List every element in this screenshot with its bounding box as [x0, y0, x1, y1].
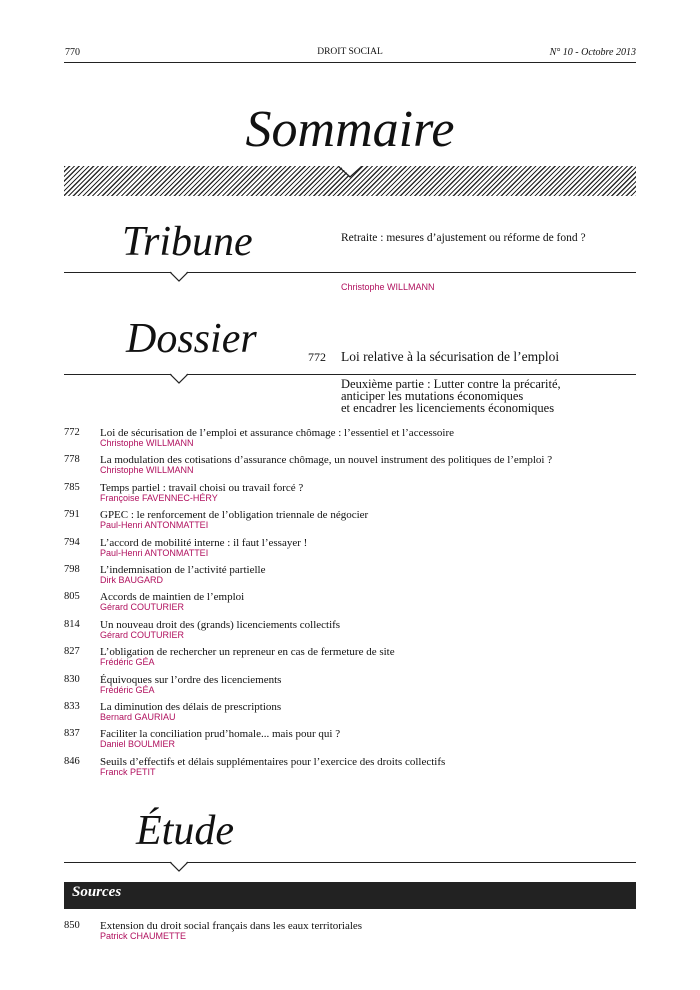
item-page: 785 [64, 481, 80, 493]
dossier-page: 772 [308, 350, 326, 364]
list-item[interactable] [64, 591, 644, 618]
list-item[interactable] [64, 674, 644, 701]
chevron-down-icon [170, 861, 188, 879]
item-author: Françoise FAVENNEC-HÉRY [100, 492, 218, 503]
item-title[interactable]: Seuils d’effectifs et délais supplémentaires pour l’exercice des droits collectifs [100, 755, 446, 768]
etude-item-title[interactable]: Extension du droit social français dans les eaux territoriales [100, 920, 363, 932]
chevron-down-icon [170, 373, 188, 391]
item-author: Frédéric GÉA [100, 657, 155, 668]
item-author: Dirk BAUGARD [100, 574, 164, 585]
journal-name: DROIT SOCIAL [317, 47, 383, 57]
item-page: 772 [64, 427, 80, 438]
item-title[interactable]: Loi de sécurisation de l’emploi et assurance chômage : l’essentiel et l’accessoire [100, 427, 454, 439]
etude-item-author: Patrick CHAUMETTE [100, 931, 187, 941]
dossier-title[interactable]: Loi relative à la sécurisation de l’emploi [341, 349, 560, 364]
tribune-article-title[interactable]: Retraite : mesures d’ajustement ou réforme de fond ? [341, 232, 586, 244]
chevron-down-icon [170, 271, 188, 289]
section-title-etude: Étude [136, 808, 234, 854]
item-page: 846 [64, 755, 80, 767]
item-page: 778 [64, 454, 80, 466]
dossier-subtitle-line: et encadrer les licenciements économiques [341, 401, 555, 415]
item-title[interactable]: Équivoques sur l’ordre des licenciements [100, 673, 282, 686]
item-title[interactable]: La diminution des délais de prescriptions [100, 700, 282, 713]
header-rule [64, 62, 636, 63]
etude-item-page: 850 [64, 920, 80, 931]
item-page: 833 [64, 700, 80, 712]
item-author: Franck PETIT [100, 766, 156, 777]
item-title[interactable]: La modulation des cotisations d’assurance chômage, un nouvel instrument des politiques de l’emploi ? [100, 454, 553, 467]
item-page: 791 [64, 509, 80, 521]
dossier-article-list [64, 427, 644, 783]
list-item[interactable] [64, 701, 644, 728]
item-title[interactable]: L’accord de mobilité interne : il faut l’essayer ! [100, 536, 308, 549]
list-item[interactable] [64, 619, 644, 646]
item-page: 814 [64, 618, 80, 630]
item-page: 837 [64, 728, 80, 740]
tribune-rule [64, 272, 636, 273]
list-item[interactable] [64, 537, 644, 564]
etude-rule [64, 862, 636, 863]
sources-label: Sources [72, 884, 122, 900]
item-title[interactable]: L’obligation de rechercher un repreneur en cas de fermeture de site [100, 646, 395, 659]
item-author: Paul-Henri ANTONMATTEI [100, 520, 209, 531]
tribune-author: Christophe WILLMANN [341, 282, 435, 292]
list-item[interactable] [64, 564, 644, 591]
item-title[interactable]: GPEC : le renforcement de l’obligation triennale de négocier [100, 509, 369, 522]
item-title[interactable]: Accords de maintien de l’emploi [100, 591, 245, 604]
list-item[interactable] [64, 728, 644, 755]
dossier-subtitle-line: anticiper les mutations économiques [341, 389, 524, 403]
dossier-rule [64, 374, 636, 375]
item-author: Gérard COUTURIER [100, 602, 185, 613]
item-title[interactable]: Un nouveau droit des (grands) licenciements collectifs [100, 618, 341, 631]
band-notch [64, 166, 636, 196]
page-title: Sommaire [245, 101, 455, 158]
item-author: Daniel BOULMIER [100, 739, 176, 750]
item-author: Frédéric GÉA [100, 684, 155, 695]
item-page: 794 [64, 536, 80, 548]
list-item[interactable] [64, 646, 644, 673]
dossier-subtitle-line: Deuxième partie : Lutter contre la précarité, [341, 377, 561, 391]
item-author: Paul-Henri ANTONMATTEI [100, 547, 209, 558]
list-item[interactable] [64, 482, 644, 509]
list-item[interactable] [64, 756, 644, 783]
dossier-subtitle [341, 378, 561, 414]
item-author: Christophe WILLMANN [100, 438, 194, 448]
issue-label: N° 10 - Octobre 2013 [549, 47, 636, 58]
list-item[interactable] [64, 427, 644, 454]
item-author: Bernard GAURIAU [100, 711, 176, 722]
item-title[interactable]: L’indemnisation de l’activité partielle [100, 563, 266, 576]
section-title-tribune: Tribune [122, 219, 253, 265]
item-title[interactable]: Faciliter la conciliation prud’homale... mais pour qui ? [100, 728, 341, 741]
list-item[interactable] [64, 509, 644, 536]
sources-bar [64, 882, 636, 909]
item-author: Gérard COUTURIER [100, 629, 185, 640]
item-author: Christophe WILLMANN [100, 465, 194, 476]
section-title-dossier: Dossier [126, 316, 257, 362]
item-page: 805 [64, 591, 80, 603]
item-title[interactable]: Temps partiel : travail choisi ou travail forcé ? [100, 481, 304, 494]
page-number: 770 [65, 47, 80, 58]
list-item[interactable] [64, 454, 644, 481]
item-page: 798 [64, 563, 80, 575]
item-page: 830 [64, 673, 80, 685]
item-page: 827 [64, 646, 80, 658]
